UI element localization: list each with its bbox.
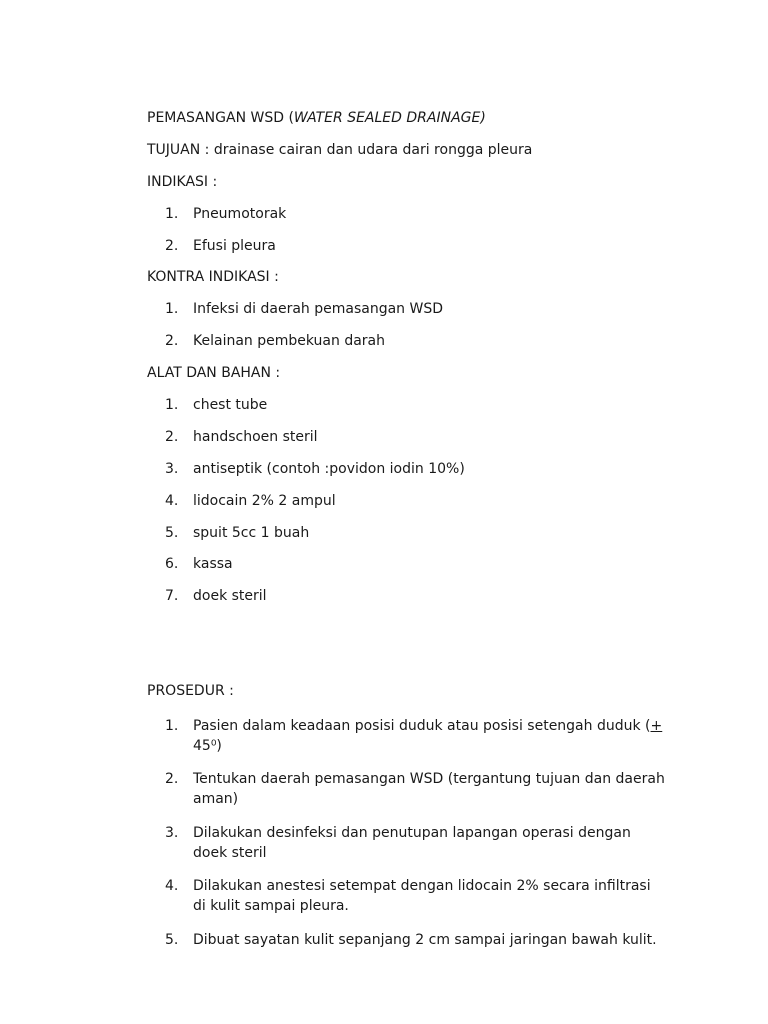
list-item xyxy=(165,331,665,351)
list-number: 6. xyxy=(165,556,179,572)
list-text: Dilakukan anestesi setempat dengan lidocain 2% secara infiltrasi di kulit sampai pleura. xyxy=(193,878,651,914)
list-item xyxy=(165,395,665,415)
list-number: 3. xyxy=(165,461,179,477)
list-number: 1. xyxy=(165,718,179,734)
list-item xyxy=(165,427,665,447)
list-item xyxy=(165,716,665,756)
list-item xyxy=(165,823,665,863)
list-text-part: 45⁰) xyxy=(193,738,222,754)
list-number: 2. xyxy=(165,238,179,254)
prosedur-heading: PROSEDUR : xyxy=(147,683,234,699)
list-number: 5. xyxy=(165,525,179,541)
indikasi-heading: INDIKASI : xyxy=(147,174,218,190)
tujuan-line: TUJUAN : drainase cairan dan udara dari rongga pleura xyxy=(147,142,533,158)
list-number: 1. xyxy=(165,206,179,222)
list-item xyxy=(165,491,665,511)
list-text: lidocain 2% 2 ampul xyxy=(193,493,336,509)
list-text: Tentukan daerah pemasangan WSD (tergantung tujuan dan daerah aman) xyxy=(193,771,665,807)
list-text: Pneumotorak xyxy=(193,206,287,222)
list-text: Dilakukan desinfeksi dan penutupan lapangan operasi dengan doek steril xyxy=(193,825,631,861)
list-number: 1. xyxy=(165,397,179,413)
list-item xyxy=(165,459,665,479)
list-number: 5. xyxy=(165,932,179,948)
list-text xyxy=(193,716,665,756)
list-item xyxy=(165,876,665,916)
list-text: doek steril xyxy=(193,588,267,604)
list-item xyxy=(165,554,665,574)
list-number: 4. xyxy=(165,493,179,509)
list-item xyxy=(165,769,665,809)
list-number: 2. xyxy=(165,771,179,787)
list-item xyxy=(165,930,665,950)
list-text: chest tube xyxy=(193,397,268,413)
list-number: 7. xyxy=(165,588,179,604)
list-item xyxy=(165,586,665,606)
title-prefix: PEMASANGAN WSD ( xyxy=(147,110,294,126)
list-item xyxy=(165,236,665,256)
document-title xyxy=(147,108,486,128)
kontra-indikasi-heading: KONTRA INDIKASI : xyxy=(147,269,279,285)
list-number: 4. xyxy=(165,878,179,894)
list-text: Efusi pleura xyxy=(193,238,276,254)
list-text: Kelainan pembekuan darah xyxy=(193,333,385,349)
list-number: 2. xyxy=(165,333,179,349)
list-text: Dibuat sayatan kulit sepanjang 2 cm sampai jaringan bawah kulit. xyxy=(193,932,657,948)
list-text-part: Pasien dalam keadaan posisi duduk atau posisi setengah duduk ( xyxy=(193,718,651,734)
title-italic: WATER SEALED DRAINAGE) xyxy=(293,110,486,126)
list-text: Infeksi di daerah pemasangan WSD xyxy=(193,301,444,317)
list-number: 1. xyxy=(165,301,179,317)
alat-bahan-heading: ALAT DAN BAHAN : xyxy=(147,365,281,381)
list-text: antiseptik (contoh :povidon iodin 10%) xyxy=(193,461,465,477)
list-text: handschoen steril xyxy=(193,429,318,445)
list-number: 3. xyxy=(165,825,179,841)
list-item xyxy=(165,299,665,319)
list-item xyxy=(165,523,665,543)
list-text: spuit 5cc 1 buah xyxy=(193,525,310,541)
plus-minus-sign: + xyxy=(650,718,663,734)
list-number: 2. xyxy=(165,429,179,445)
list-text: kassa xyxy=(193,556,233,572)
list-item xyxy=(165,204,665,224)
